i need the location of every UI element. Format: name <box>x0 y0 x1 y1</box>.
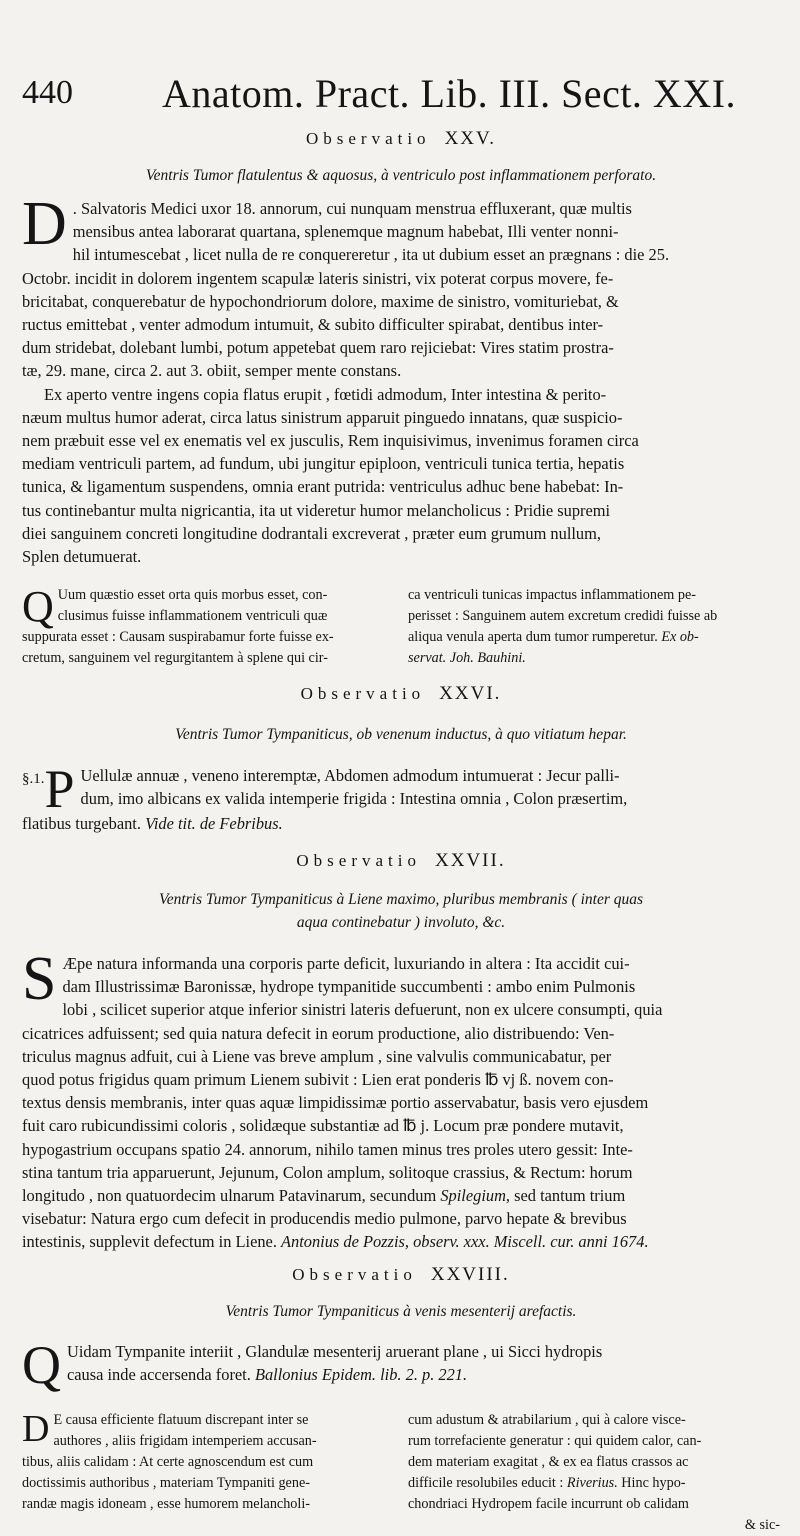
text-line: dum stridebat, dolebant lumbi, potum appetebat quem raro rejiciebat: Vires statim prostra- <box>22 338 614 358</box>
observation-summary: Ventris Tumor flatulentus & aquosus, à ventriculo post inflammationem perforato. <box>145 167 657 184</box>
text-line: suppurata esset : Causam suspirabamur forte fuisse ex- <box>22 629 334 645</box>
source-citation: Ballonius Epidem. lib. 2. p. 221. <box>254 1365 468 1385</box>
scholion-25 <box>22 582 780 669</box>
observation-summary: aqua continebatur ) involuto, &c. <box>296 914 506 931</box>
text-line: Uellulæ annuæ , veneno interemptæ, Abdomen admodum intumuerat : Jecur palli- <box>80 766 620 785</box>
text-line: hypogastrium occupans spatio 24. annorum, nihilo tamen minus tres proles utero gessit: Inte- <box>22 1139 633 1159</box>
observation-27-text <box>22 945 780 1254</box>
drop-cap: P <box>44 759 75 819</box>
drop-cap: D <box>22 190 67 258</box>
text-line: cum adustum & atrabilarium , qui à calore visce- <box>408 1412 686 1428</box>
observation-26 <box>22 683 780 746</box>
observation-summary: Ventris Tumor Tympaniticus à Liene maximo, pluribus membranis ( inter quas <box>158 891 644 908</box>
text-line: causa inde accersenda foret. <box>67 1365 251 1385</box>
observation-heading <box>22 128 780 150</box>
observation-25 <box>22 128 780 187</box>
text-line: doctissimis authoribus , materiam Tympaniti gene- <box>22 1475 310 1491</box>
text-line: næum multus humor aderat, circa latus sinistrum apparuit pinguedo innatans, quæ suspicio- <box>22 407 623 427</box>
text-line: Octobr. incidit in dolorem ingentem scapulæ lateris sinistri, vix poterat corpus movere, fe- <box>22 268 614 288</box>
drop-cap: Q <box>22 1335 61 1395</box>
observation-number: XXVII. <box>435 850 506 871</box>
text-line: intestinis, supplevit defectum in Liene. <box>22 1232 277 1252</box>
text-line: ca ventriculi tunicas impactus inflammationem pe- <box>408 587 696 603</box>
text-line: stina tantum tria apparuerunt, Jejunum, Colon amplum, solitoque crassius, & Rectum: horum <box>22 1162 633 1182</box>
observation-26-text <box>22 759 780 835</box>
source-citation: servat. Joh. Bauhini. <box>408 650 526 666</box>
source-citation: Ex ob- <box>661 629 699 645</box>
text-line: mediam ventriculi partem, ad fundum, ubi jungitur epiploon, ventriculi tunica tertia, hepatis <box>22 454 625 474</box>
text-line: flatibus turgebant. <box>22 814 141 833</box>
observation-label: Observatio <box>296 851 421 870</box>
text-line: ructus emittebat , venter admodum intumuit, & subito difficulter spirabat, dentibus inter- <box>22 315 604 335</box>
page-header <box>22 70 782 116</box>
text-line: authores , aliis frigidam intemperiem accusan- <box>53 1433 317 1449</box>
observation-27 <box>22 850 780 934</box>
scholion-right-column <box>408 1410 780 1536</box>
text-line: cicatrices adfuissent; sed quia natura defecit in eorum productione, alio distribuendo: Ven- <box>22 1023 615 1043</box>
text-line: cretum, sanguinem vel regurgitantem à splene qui cir- <box>22 650 328 666</box>
observation-label: Observatio <box>300 684 426 703</box>
observation-number: XXVIII. <box>430 1264 510 1285</box>
text-line: visebatur: Natura ergo cum defecit in producendis medio pulmone, parvo hepate & brevibus <box>22 1209 627 1229</box>
catchword: & sic- <box>744 1517 780 1533</box>
text-line: longitudo , non quatuordecim ulnarum Patavinarum, secundum <box>22 1186 437 1206</box>
drop-cap: Q <box>22 582 54 631</box>
text-line: tunica, & ligamentum suspendens, omnia erant putrida: ventriculus adhuc bene habebat: In- <box>22 477 624 497</box>
text-line: Uidam Tympanite interiit , Glandulæ mesenterij aruerant plane , ui Sicci hydropis <box>67 1342 603 1361</box>
page-number: 440 <box>22 74 73 111</box>
observation-28-text <box>22 1335 780 1395</box>
text-line: tibus, aliis calidam : At certe agnoscendum est cum <box>22 1454 314 1470</box>
observation-28 <box>22 1264 780 1323</box>
text-line: sed tantum trium <box>514 1186 626 1206</box>
source-citation: Riverius. <box>566 1475 618 1491</box>
running-title: Anatom. Pract. Lib. III. Sect. XXI. <box>162 71 737 116</box>
text-line: clusimus fuisse inflammationem ventriculi quæ <box>57 608 328 624</box>
text-line: dum, imo albicans ex valida intemperie frigida : Intestina omnia , Colon præsertim, <box>80 789 628 809</box>
observation-summary: Ventris Tumor Tympaniticus, ob venenum inductus, à quo vitiatum hepar. <box>175 726 627 743</box>
observation-number: XXV. <box>444 128 497 149</box>
text-line: Æpe natura informanda una corporis parte deficit, luxuriando in altera : Ita accidit cui- <box>62 954 630 973</box>
text-line: Uum quæstio esset orta quis morbus esset, con- <box>57 587 328 603</box>
observation-label: Observatio <box>305 129 431 148</box>
observation-summary: Ventris Tumor Tympaniticus à venis mesenterij arefactis. <box>225 1303 577 1320</box>
section-mark: §.1. <box>22 771 45 787</box>
observation-heading <box>22 1264 780 1286</box>
scholion-right-column <box>408 585 780 669</box>
text-line: aliqua venula aperta dum tumor rumperetur. <box>408 629 658 645</box>
text-line: bricitabat, conquerebatur de hypochondriorum dolore, maxime de sinistro, vomituriebat, & <box>22 291 619 311</box>
text-line: Splen detumuerat. <box>22 547 142 567</box>
text-line: dam Illustrissimæ Baronissæ, hydrope tympanitide succumbenti : ambo enim Pulmonis <box>62 977 636 997</box>
text-line: chondriaci Hydropem facile incurrunt ob calidam <box>408 1496 689 1512</box>
scholion-left-column <box>22 582 394 669</box>
text-line: triculus magnus adfuit, cui à Liene vas breve amplum , sine valvulis communicabatur, per <box>22 1046 612 1066</box>
text-line: . Salvatoris Medici uxor 18. annorum, cui nunquam menstrua effluxerant, quæ multis <box>72 199 632 218</box>
observation-25-text <box>22 190 780 568</box>
cited-work: Spilegium, <box>440 1186 511 1206</box>
text-line: mensibus antea laborarat quartana, splenemque magnum habebat, Illi venter nonni- <box>72 222 619 242</box>
text-line: hil intumescebat , licet nulla de re conquereretur , ita ut dubium esset an prægnans : die 25. <box>72 245 670 265</box>
drop-cap: D <box>22 1408 50 1450</box>
scholion-28 <box>22 1410 780 1536</box>
text-line: E causa efficiente flatuum discrepant inter se <box>53 1412 309 1428</box>
observation-heading <box>22 683 780 705</box>
text-line: diei sanguinem concreti longitudine dodrantali excreverat , præter eum grumum nullum, <box>22 523 601 543</box>
text-line: lobi , scilicet superior atque inferior sinistri lateris defuerunt, non ex ulcere consumpti, quia <box>62 1000 663 1020</box>
text-line: perisset : Sanguinem autem excretum credidi fuisse ab <box>408 608 718 624</box>
cross-reference: Vide tit. de Febribus. <box>145 814 283 833</box>
text-line: randæ magis idoneam , esse humorem melancholi- <box>22 1496 311 1512</box>
text-line: textus densis membranis, inter quas aquæ limpidissimæ portio asservabatur, basis vero ejusdem <box>22 1093 649 1113</box>
text-line: tæ, 29. mane, circa 2. aut 3. obiit, semper mente constans. <box>22 361 402 381</box>
observation-number: XXVI. <box>439 683 502 704</box>
text-line: rum torrefaciente generatur : qui quidem calor, can- <box>408 1433 702 1449</box>
text-line: quod potus frigidus quam primum Lienem subivit : Lien erat ponderis ℔ vj ß. novem con- <box>22 1070 614 1090</box>
text-line: fuit caro rubicundissimi coloris , solidæque substantiæ ad ℔ j. Locum præ pondere mutavit, <box>22 1116 624 1136</box>
text-line: nem præbuit esse vel ex enematis vel ex jusculis, Rem inquisivimus, invenimus foramen circa <box>22 431 639 451</box>
text-line: tus continebantur multa nigricantia, ita ut videretur humor melancholicus : Pridie supremi <box>22 500 611 520</box>
text-line: difficile resolubiles educit : <box>408 1475 564 1491</box>
text-line: dem materiam exagitat , & ex ea flatus crassos ac <box>408 1454 689 1470</box>
source-citation: Antonius de Pozzis, observ. xxx. Miscell. cur. anni 1674. <box>281 1232 649 1252</box>
observation-label: Observatio <box>292 1265 417 1284</box>
observation-heading <box>22 850 780 872</box>
text-line: Ex aperto ventre ingens copia flatus erupit , fœtidi admodum, Inter intestina & perito- <box>44 384 607 404</box>
scholion-left-column <box>22 1410 394 1536</box>
text-line: Hinc hypo- <box>621 1475 686 1491</box>
drop-cap: S <box>22 945 57 1013</box>
